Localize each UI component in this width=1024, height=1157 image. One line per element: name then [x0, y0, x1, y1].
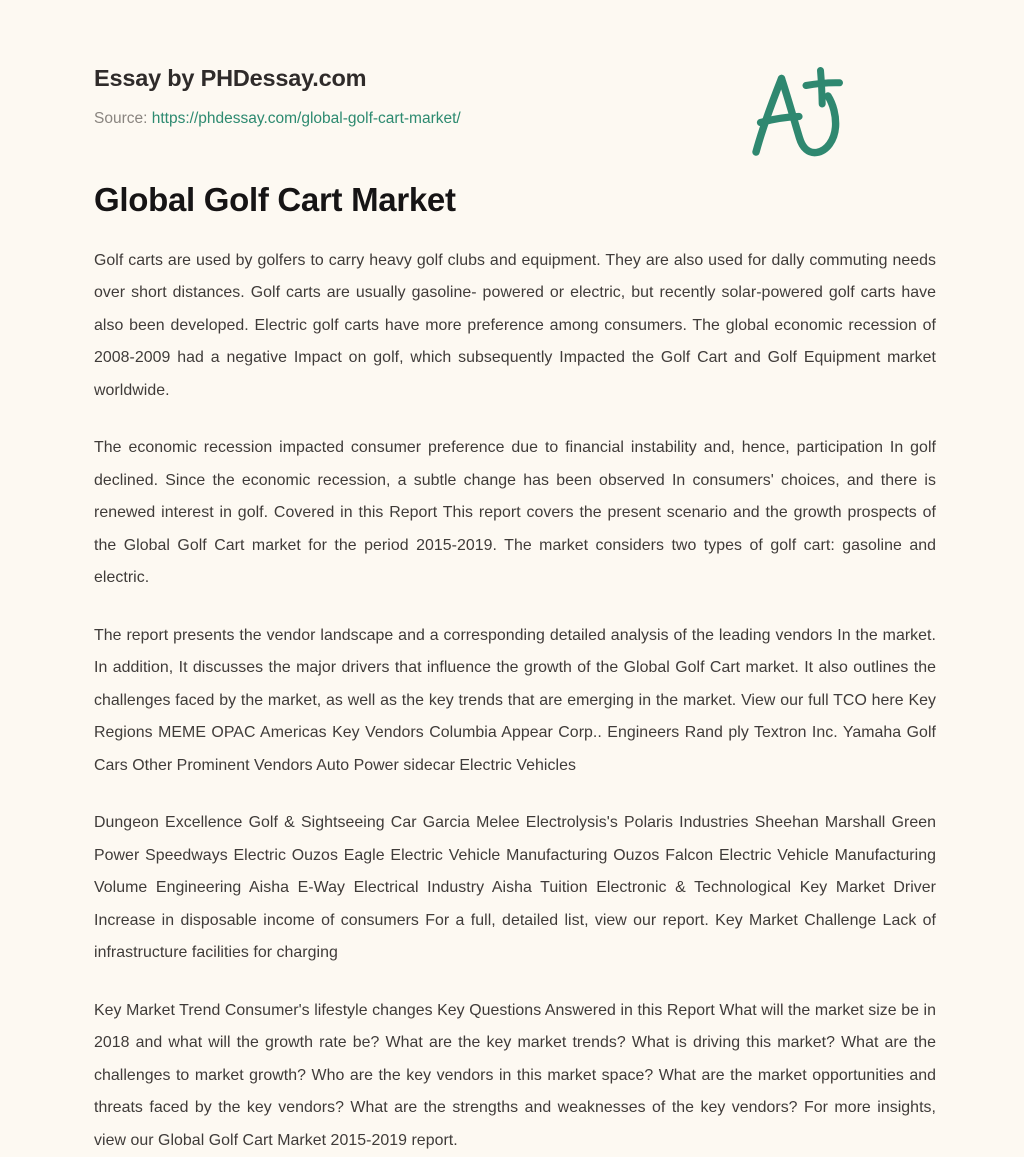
paragraph: The economic recession impacted consumer preference due to financial instability and, hence, participation In golf declined. Since the economic recession, a subtle change has been observed In consumers' choices, and there is renewed interest in golf. Covered in this Report This report covers the present scenario and the growth prospects of the Global Golf Cart market for the period 2015-2019. The market considers two types of golf cart: gasoline and electric.: [94, 439, 936, 587]
essay-body: [94, 219, 936, 1157]
source-label: Source:: [94, 109, 148, 127]
page-header: [94, 0, 930, 127]
page-title: Global Golf Cart Market: [94, 181, 456, 218]
paragraph: The report presents the vendor landscape and a corresponding detailed analysis of the leading vendors In the market. In addition, It discusses the major drivers that influence the growth of the Global Golf Cart market. It also outlines the challenges faced by the market, as well as the key trends that are emerging in the market. View our full TCO here Key Regions MEME OPAC Americas Key Vendors Columbia Appear Corp.. Engineers Rand ply Textron Inc. Yamaha Golf Cars Other Prominent Vendors Auto Power sidecar Electric Vehicles: [94, 626, 936, 774]
paragraph: Dungeon Excellence Golf & Sightseeing Car Garcia Melee Electrolysis's Polaris Industries Sheehan Marshall Green Power Speedways Electric Ouzos Eagle Electric Vehicle Manufacturing Ouzos Falcon Electric Vehicle Manufacturing Volume Engineering Aisha E-Way Electrical Industry Aisha Tuition Electronic & Technological Key Market Driver Increase in disposable income of consumers For a full, detailed list, view our report. Key Market Challenge Lack of infrastructure facilities for charging: [94, 814, 936, 962]
paragraph: Golf carts are used by golfers to carry heavy golf clubs and equipment. They are also used for dally commuting needs over short distances. Golf carts are usually gasoline- powered or electric, but recently solar-powered golf carts have also been developed. Electric golf carts have more preference among consumers. The global economic recession of 2008-2009 had a negative Impact on golf, which subsequently Impacted the Golf Cart and Golf Equipment market worldwide.: [94, 251, 936, 399]
source-url-link[interactable]: https://phdessay.com/global-golf-cart-market/: [151, 109, 461, 127]
brand-title: Essay by PHDessay.com: [94, 65, 367, 91]
source-line: [94, 110, 930, 129]
paragraph: Key Market Trend Consumer's lifestyle changes Key Questions Answered in this Report What will the market size be in 2018 and what will the growth rate be? What are the key market trends? What is driving this market? What are the challenges to market growth? Who are the key vendors in this market space? What are the market opportunities and threats faced by the key vendors? What are the strengths and weaknesses of the key vendors? For more insights, view our Global Golf Cart Market 2015-2019 report.: [94, 1001, 936, 1149]
